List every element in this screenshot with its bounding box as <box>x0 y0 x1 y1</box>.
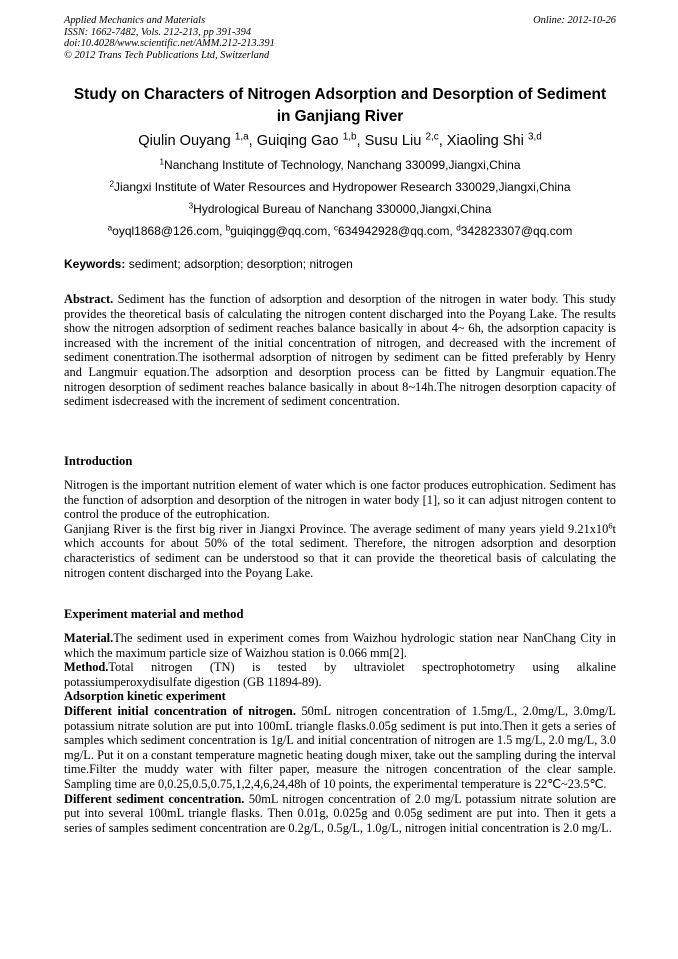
online-date: Online: 2012-10-26 <box>533 15 616 26</box>
affiliation-3: $^3$Hydrological Bureau of Nanchang 330000,Jiangxi,China <box>188 201 492 216</box>
method-heading: Experiment material and method <box>64 607 244 621</box>
paper-title <box>64 84 616 128</box>
initial-concentration-paragraph: Different initial concentration of nitrogen. 50mL nitrogen concentration of 1.5mg/L, 2.0mg/L, 3.0mg/L potassium nitrate solution are put into 100mL triangle flasks.0.05g sediment is put into.Then it gets a series of samples which sediment concentration is 1g/L and initial concentration of nitrogen are 1.5 mg/L, 2.0 mg/L, 3.0 mg/L. Put it on a constant temperature magnetic heating dough mixer, take out the sampling during the interval time.Filter the muddy water with filter paper, measure the nitrogen concentration of the clear sample. Sampling time are 0,0.25,0.5,0.75,1,2,4,6,24,48h of 10 points, the experimental temperature is 22℃~23.5℃. <box>64 703 616 791</box>
issn-line: ISSN: 1662-7482, Vols. 212-213, pp 391-394 <box>64 26 252 38</box>
author-list <box>64 131 616 151</box>
title-line-1: Study on Characters of Nitrogen Adsorption and Desorption of Sediment <box>73 86 607 103</box>
affiliation-2: $^2$Jiangxi Institute of Water Resources and Hydropower Research 330029,Jiangxi,China <box>109 179 571 194</box>
introduction-heading: Introduction <box>64 454 133 468</box>
introduction-paragraph-2: Ganjiang River is the first big river in Jiangxi Province. The average sediment of many years yield $9.21x10^6t$ which accounts for about 50% of the total sediment. Therefore, the nitrogen adsorption and desorption characteristics of sediment can be understood so that it can provide the theoretical basis of calculating the nitrogen content discharged into the Poyang Lake. <box>64 520 616 580</box>
affiliation-1: $^1$Nanchang Institute of Technology, Nanchang 330099,Jiangxi,China <box>159 157 521 172</box>
author: Susu Liu $^{2,c}$, <box>364 131 447 149</box>
author: Xiaoling Shi $^{3,d}$ <box>446 131 542 149</box>
author-emails: $^a$oyql1868@126.com, $^b$guiqingg@qq.com, $^c$634942928@qq.com, $^d$342823307@qq.com <box>107 223 573 238</box>
introduction-paragraph-1: Nitrogen is the important nutrition element of water which is one factor produces eutrophication. Sediment has the function of adsorption and desorption of the nitrogen in water body [1], so it can adjust nitrogen content to control the produce of the eutrophication. <box>64 478 616 522</box>
abstract-text: Sediment has the function of adsorption and desorption of the nitrogen in water body. This study provides the theoretical basis of calculating the nitrogen content discharged into the Poyang Lake. The results show the nitrogen adsorption of sediment reaches balance basically in about 4~ 6h, the adsorption capacity is increased with the increment of the initial concentration of nitrogen, and decreased with the increment of sediment conentration.The isothermal adsorption of nitrogen by sediment can be fitted preferably by Henry and Langmuir equation.The adsorption and desorption process can be fitted by Langmuir equation.The nitrogen desorption of sediment reaches balance basically in about 8~14h.The nitrogen desorption capacity of sediment isdecreased with the increment of sediment concentration. <box>64 292 616 409</box>
keywords-text: sediment; adsorption; desorption; nitrogen <box>125 257 353 271</box>
author: Qiulin Ouyang $^{1,a}$, <box>138 131 257 149</box>
method-paragraph: Method.Total nitrogen (TN) is tested by ultraviolet spectrophotometry using alkaline potassiumperoxydisulfate digestion (GB 11894-89). <box>64 660 616 689</box>
journal-name: Applied Mechanics and Materials <box>64 15 206 26</box>
introduction-section <box>64 454 616 580</box>
journal-header <box>64 15 616 61</box>
method-section <box>64 607 616 835</box>
sediment-concentration-paragraph: Different sediment concentration. 50mL nitrogen concentration of 2.0 mg/L potassium nitrate solution are put into several 100mL triangle flasks. Then 0.01g, 0.025g and 0.05g sediment are put into. Then it gets a series of samples sediment concentration are 0.2g/L, 0.5g/L, 1.0g/L, nitrogen initial concentration is 2.0 mg/L. <box>64 791 616 835</box>
material-paragraph: Material.The sediment used in experiment comes from Waizhou hydrologic station near NanChang City in which the maximum particle size of Waizhou station is 0.066 mm[2]. <box>64 631 616 660</box>
title-line-2: in Ganjiang River <box>276 108 404 125</box>
copyright-line: © 2012 Trans Tech Publications Ltd, Switzerland <box>64 49 270 61</box>
doi-line: doi:10.4028/www.scientific.net/AMM.212-213.391 <box>64 38 275 50</box>
abstract <box>64 292 616 409</box>
kinetic-heading: Adsorption kinetic experiment <box>64 689 226 704</box>
abstract-label: Abstract. <box>64 292 114 306</box>
author: Guiqing Gao $^{1,b}$, <box>256 131 365 149</box>
keywords-label: Keywords: <box>64 257 126 271</box>
keywords <box>64 257 616 272</box>
